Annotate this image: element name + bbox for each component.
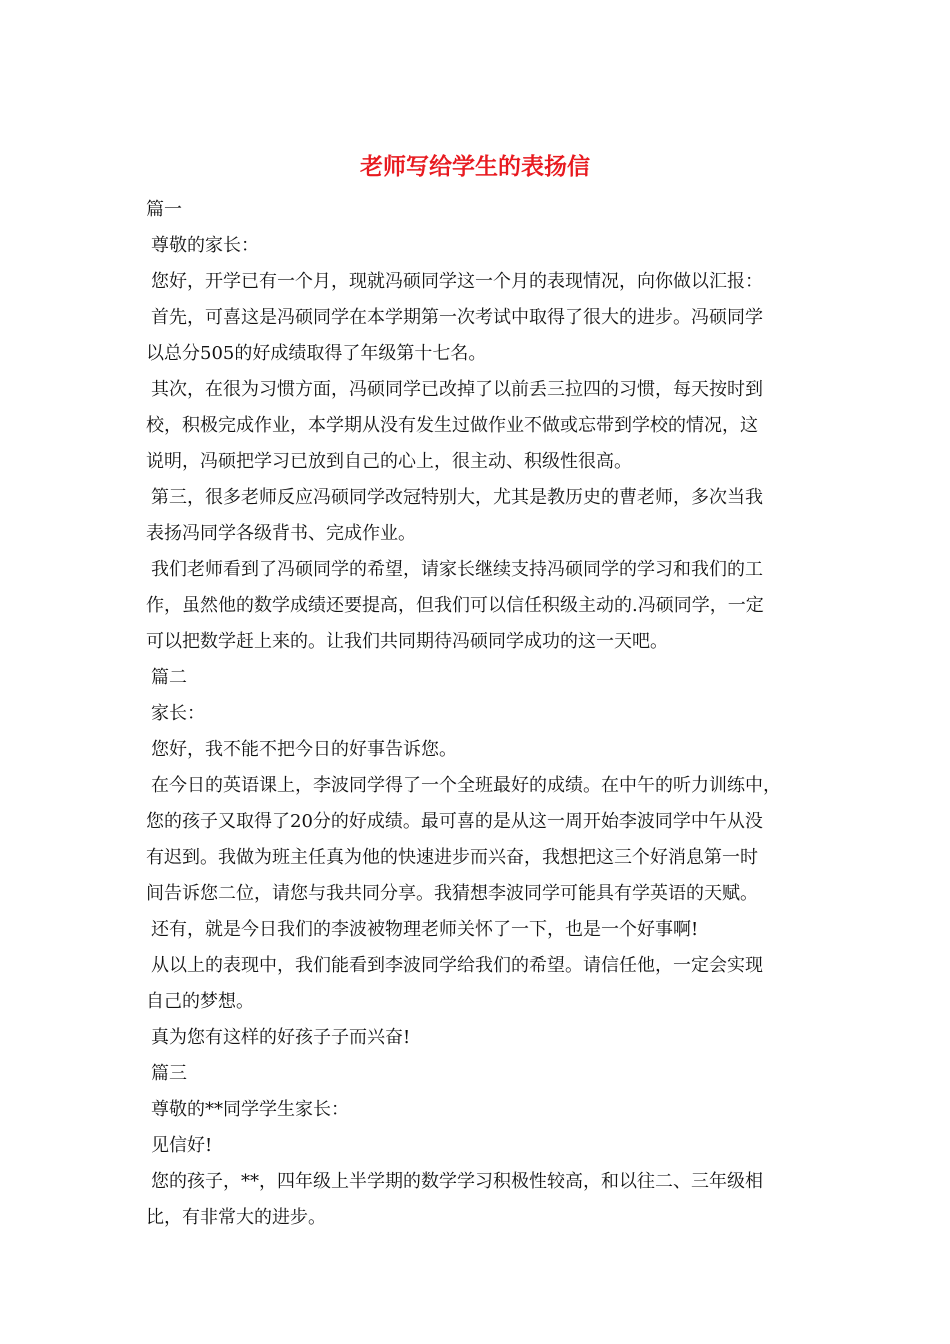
section-heading: 篇三 [151, 1063, 187, 1084]
paragraph-line: 校，积极完成作业，本学期从没有发生过做作业不做或忘带到学校的情况，这 [146, 415, 758, 436]
paragraph-line: 自己的梦想。 [146, 991, 254, 1012]
paragraph-line: 您的孩子，**，四年级上半学期的数学学习积极性较高，和以往二、三年级相 [151, 1171, 763, 1192]
paragraph-line: 您的孩子又取得了20分的好成绩。最可喜的是从这一周开始李波同学中午从没 [146, 811, 763, 832]
paragraph-line: 可以把数学赶上来的。让我们共同期待冯硕同学成功的这一天吧。 [146, 631, 668, 652]
paragraph-line: 真为您有这样的好孩子子而兴奋! [151, 1027, 411, 1048]
paragraph-line: 还有，就是今日我们的李波被物理老师关怀了一下，也是一个好事啊! [151, 919, 699, 940]
paragraph-line: 其次，在很为习惯方面，冯硕同学已改掉了以前丢三拉四的习惯，每天按时到 [151, 379, 763, 400]
paragraph-line: 比，有非常大的进步。 [146, 1207, 326, 1228]
paragraph-line: 以总分505的好成绩取得了年级第十七名。 [146, 343, 487, 364]
document-title: 老师写给学生的表扬信 [360, 153, 590, 180]
section-heading: 篇二 [151, 667, 187, 688]
paragraph-line: 有迟到。我做为班主任真为他的快速进步而兴奋，我想把这三个好消息第一时 [146, 847, 758, 868]
paragraph-line: 表扬冯同学各级背书、完成作业。 [146, 523, 416, 544]
salutation: 尊敬的家长： [151, 235, 259, 256]
paragraph-line: 我们老师看到了冯硕同学的希望，请家长继续支持冯硕同学的学习和我们的工 [151, 559, 763, 580]
section-heading: 篇一 [146, 199, 182, 220]
paragraph-line: 在今日的英语课上，李波同学得了一个全班最好的成绩。在中午的听力训练中， [151, 775, 781, 796]
salutation: 尊敬的**同学学生家长： [151, 1099, 349, 1120]
salutation: 家长： [151, 703, 205, 724]
paragraph-line: 间告诉您二位，请您与我共同分享。我猜想李波同学可能具有学英语的天赋。 [146, 883, 758, 904]
paragraph-line: 从以上的表现中，我们能看到李波同学给我们的希望。请信任他，一定会实现 [151, 955, 763, 976]
paragraph-line: 您好，我不能不把今日的好事告诉您。 [151, 739, 457, 760]
paragraph-line: 说明，冯硕把学习已放到自己的心上，很主动、积级性很高。 [146, 451, 632, 472]
paragraph-line: 作，虽然他的数学成绩还要提高，但我们可以信任积级主动的.冯硕同学，一定 [146, 595, 764, 616]
paragraph-line: 见信好! [151, 1135, 213, 1156]
paragraph-line: 第三，很多老师反应冯硕同学改冠特别大，尤其是教历史的曹老师，多次当我 [151, 487, 763, 508]
paragraph-line: 首先，可喜这是冯硕同学在本学期第一次考试中取得了很大的进步。冯硕同学 [151, 307, 763, 328]
paragraph-line: 您好，开学已有一个月，现就冯硕同学这一个月的表现情况，向你做以汇报： [151, 271, 763, 292]
